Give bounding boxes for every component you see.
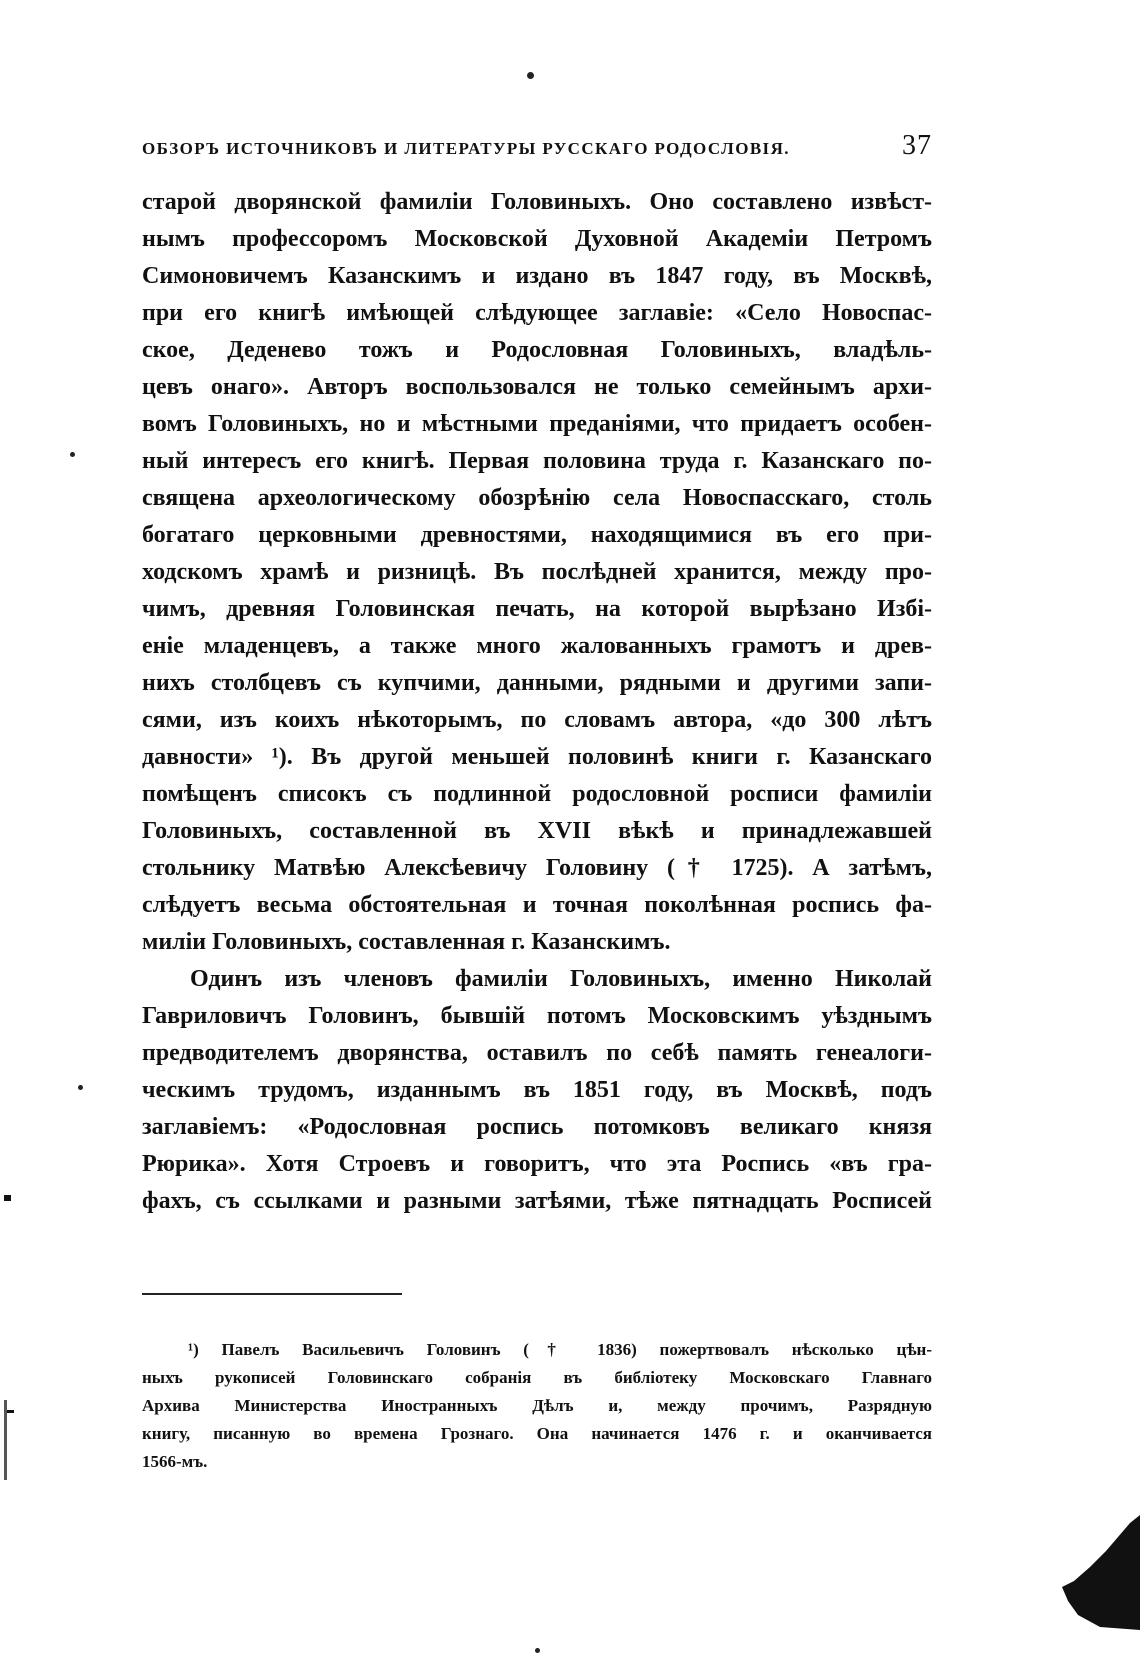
page-header [142,130,932,166]
footnotes [142,1336,932,1476]
page-number: 37 [902,130,932,161]
footnote-line: Архива Министерства Иностранныхъ Дѣлъ и, между прочимъ, Разрядную [142,1396,932,1415]
text-line: вомъ Головиныхъ, но и мѣстными преданіями, что придаетъ особен- [142,411,932,437]
text-line: нихъ столбцевъ съ купчими, данными, рядными и другими запи- [142,670,932,696]
scan-speck [70,452,75,457]
text-line: фахъ, съ ссылками и разными затѣями, тѣже пятнадцать Росписей [142,1188,932,1214]
text-line: чимъ, древняя Головинская печать, на которой вырѣзано Избі- [142,596,932,622]
text-line: слѣдуетъ весьма обстоятельная и точная поколѣнная роспись фа- [142,892,932,918]
text-line: помѣщенъ списокъ съ подлинной родословной росписи фамиліи [142,781,932,807]
text-line: Симоновичемъ Казанскимъ и издано въ 1847 году, въ Москвѣ, [142,263,932,289]
text-line: ческимъ трудомъ, изданнымъ въ 1851 году, въ Москвѣ, подъ [142,1077,932,1103]
text-line: предводителемъ дворянства, оставилъ по себѣ память генеалоги- [142,1040,932,1066]
footnote-line: ныхъ рукописей Головинскаго собранія въ библіотеку Московскаго Главнаго [142,1368,932,1387]
text-line: стольнику Матвѣю Алексѣевичу Головину († 1725). А затѣмъ, [142,855,932,881]
footnote-line: 1566-мъ. [142,1452,208,1471]
scan-edge-mark [4,1195,11,1201]
footnote-divider [142,1293,402,1295]
running-head: ОБЗОРЪ ИСТОЧНИКОВЪ И ЛИТЕРАТУРЫ РУССКАГО РОДОСЛОВІЯ. [142,139,790,158]
text-line: сями, изъ коихъ нѣкоторымъ, по словамъ автора, «до 300 лѣтъ [142,707,932,733]
footnote-line: книгу, писанную во времена Грознаго. Она начинается 1476 г. и оканчивается [142,1424,932,1443]
text-line: Одинъ изъ членовъ фамиліи Головиныхъ, именно Николай [190,966,932,992]
scan-speck [78,1085,83,1090]
main-text [142,184,932,1220]
text-line: миліи Головиныхъ, составленная г. Казанскимъ. [142,929,671,955]
text-line: ское, Деденево тожъ и Родословная Головиныхъ, владѣль- [142,337,932,363]
text-line: цевъ онаго». Авторъ воспользовался не только семейнымъ архи- [142,374,932,400]
text-line: ный интересъ его книгѣ. Первая половина труда г. Казанскаго по- [142,448,932,474]
text-line: богатаго церковными древностями, находящимися въ его при- [142,522,932,548]
text-line: еніе младенцевъ, а также много жалованныхъ грамотъ и древ- [142,633,932,659]
text-line: заглавіемъ: «Родословная роспись потомковъ великаго князя [142,1114,932,1140]
text-line: ходскомъ храмѣ и ризницѣ. Въ послѣдней хранится, между про- [142,559,932,585]
scan-speck [535,1648,540,1653]
scan-speck [527,72,534,79]
text-line: Головиныхъ, составленной въ XVII вѣкѣ и принадлежавшей [142,818,932,844]
text-line: Гавриловичъ Головинъ, бывшій потомъ Московскимъ уѣзднымъ [142,1003,932,1029]
scan-edge-mark [4,1400,7,1480]
text-line: Рюрика». Хотя Строевъ и говоритъ, что эта Роспись «въ гра- [142,1151,932,1177]
text-line: священа археологическому обозрѣнію села Новоспасскаго, столь [142,485,932,511]
text-line: старой дворянской фамиліи Головиныхъ. Оно составлено извѣст- [142,189,932,215]
page-corner-shadow [1060,1515,1140,1630]
text-line: при его книгѣ имѣющей слѣдующее заглавіе: «Село Новоспас- [142,300,932,326]
text-line: нымъ профессоромъ Московской Духовной Академіи Петромъ [142,226,932,252]
text-line: давности» ¹). Въ другой меньшей половинѣ книги г. Казанскаго [142,744,932,770]
footnote-line: ¹) Павелъ Васильевичъ Головинъ († 1836) пожертвовалъ нѣсколько цѣн- [188,1340,932,1359]
